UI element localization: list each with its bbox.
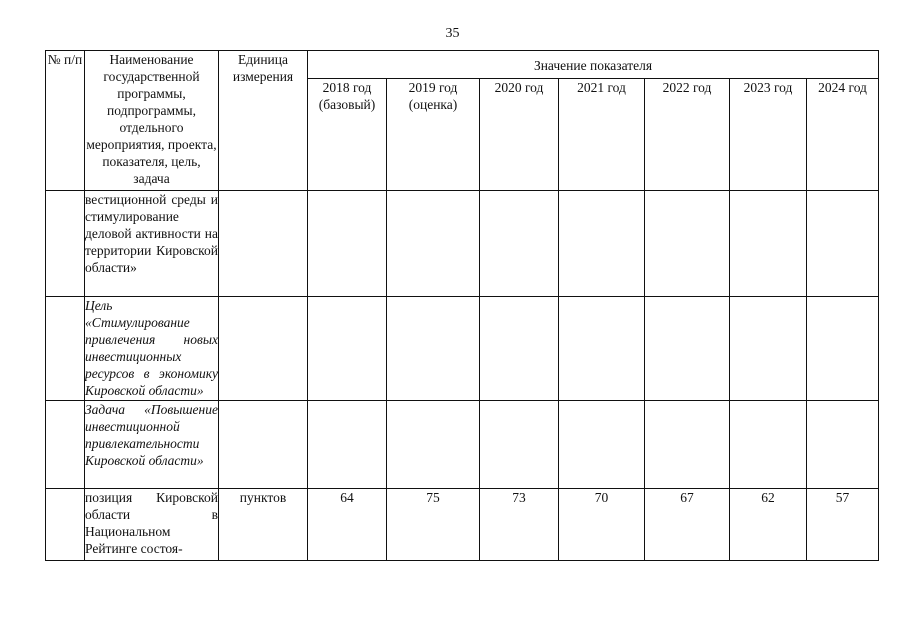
row-value-2021: 70 (559, 489, 645, 561)
row-value-2019 (387, 401, 480, 489)
row-value-2023 (730, 191, 807, 297)
row-value-2020 (480, 191, 559, 297)
indicator-table (45, 50, 879, 561)
row-value-2021 (559, 401, 645, 489)
row-unit (219, 191, 308, 297)
row-value-2020: 73 (480, 489, 559, 561)
row-no (46, 489, 85, 561)
row-no (46, 191, 85, 297)
row-value-2018 (308, 401, 387, 489)
row-unit (219, 401, 308, 489)
row-value-2022: 67 (645, 489, 730, 561)
header-year-2024: 2024 год (807, 79, 879, 191)
header-year-2019: 2019 год (оценка) (387, 79, 480, 191)
row-value-2018 (308, 191, 387, 297)
row-value-2024: 57 (807, 489, 879, 561)
row-no (46, 297, 85, 401)
row-value-2020 (480, 401, 559, 489)
row-value-2021 (559, 191, 645, 297)
row-value-2019 (387, 297, 480, 401)
table-row (46, 489, 879, 561)
header-no: № п/п (46, 51, 85, 191)
header-year-2018: 2018 год (базовый) (308, 79, 387, 191)
table-row (46, 297, 879, 401)
row-value-2024 (807, 191, 879, 297)
header-row (46, 51, 879, 79)
header-name: Наименование государственной программы, подпрограммы, отдельного мероприятия, проекта, показателя, цель, задача (85, 51, 219, 191)
row-name: вестиционной среды и стимулирование деловой активности на территории Кировской области» (85, 191, 219, 297)
row-name: позиция Кировской области в Национальном Рейтинге состоя- (85, 489, 219, 561)
row-value-2022 (645, 297, 730, 401)
header-year-2020: 2020 год (480, 79, 559, 191)
header-year-2023: 2023 год (730, 79, 807, 191)
table-row (46, 401, 879, 489)
row-name: Цель «Стимулирование привлечения новых инвестиционных ресурсов в экономику Кировской области» (85, 297, 219, 401)
row-no (46, 401, 85, 489)
header-year-2022: 2022 год (645, 79, 730, 191)
page-number: 35 (445, 26, 460, 41)
row-value-2019 (387, 191, 480, 297)
table-row (46, 191, 879, 297)
row-value-2023: 62 (730, 489, 807, 561)
row-value-2019: 75 (387, 489, 480, 561)
header-year-2021: 2021 год (559, 79, 645, 191)
row-value-2022 (645, 191, 730, 297)
row-value-2018: 64 (308, 489, 387, 561)
row-unit: пунктов (219, 489, 308, 561)
row-value-2023 (730, 297, 807, 401)
row-value-2024 (807, 401, 879, 489)
row-name: Задача «Повышение инвестиционной привлекательности Кировской области» (85, 401, 219, 489)
row-value-2020 (480, 297, 559, 401)
row-value-2022 (645, 401, 730, 489)
header-unit: Единица измерения (219, 51, 308, 191)
row-value-2021 (559, 297, 645, 401)
row-value-2023 (730, 401, 807, 489)
row-value-2024 (807, 297, 879, 401)
header-values: Значение показателя (308, 51, 879, 79)
row-value-2018 (308, 297, 387, 401)
row-unit (219, 297, 308, 401)
